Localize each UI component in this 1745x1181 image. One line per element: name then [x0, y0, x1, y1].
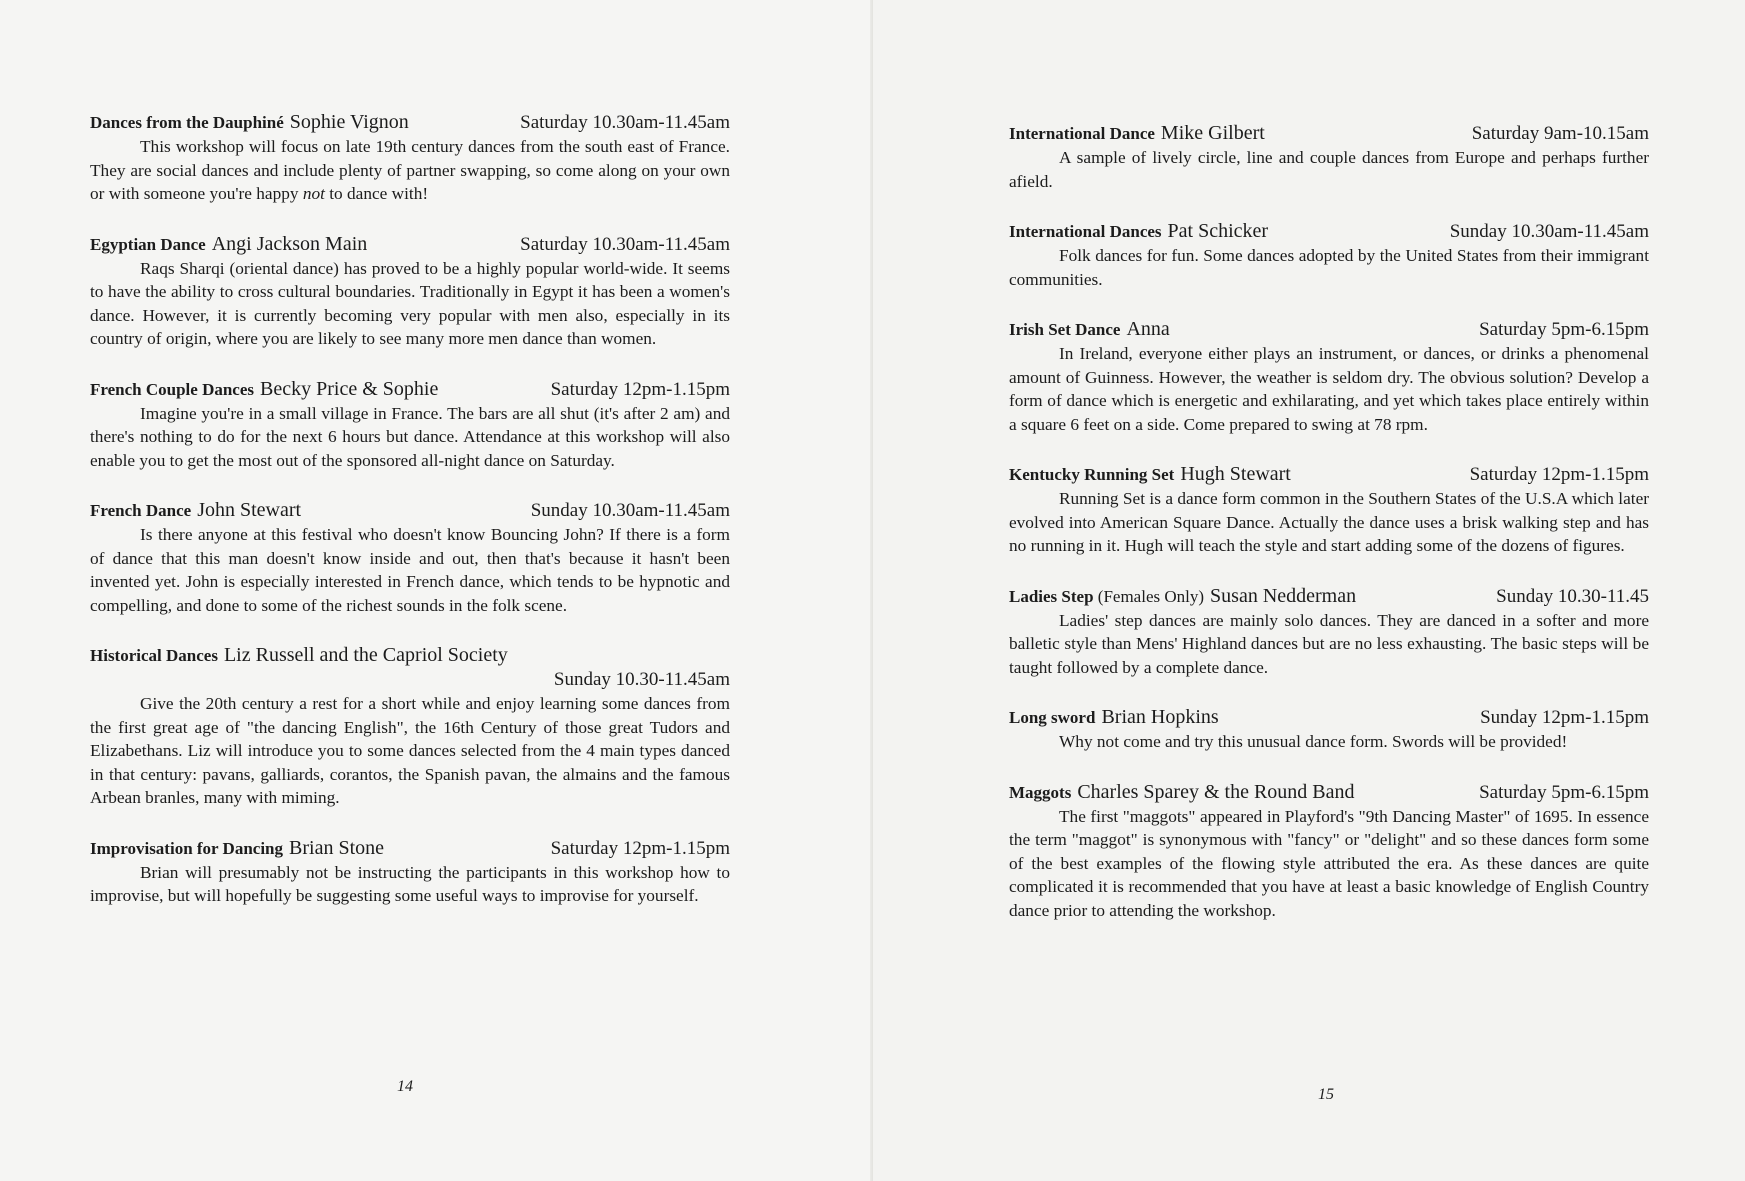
workshop-description: Folk dances for fun. Some dances adopted by the United States from their immigrant communities.: [1009, 246, 1649, 289]
entry-heading: [90, 836, 730, 861]
workshop-time: Saturday 12pm-1.15pm: [550, 837, 730, 859]
workshop-time: Saturday 5pm-6.15pm: [1479, 319, 1649, 340]
workshop-description: The first "maggots" appeared in Playford's "9th Dancing Master" of 1695. In essence the term "maggot" is synonymous with "fancy" or "delight" and so these dances form some of the best examples of the flowing style attributed the era. As these dances are quite complicated it is recommended that you have at least a basic knowledge of English Country dance prior to attending the workshop.: [1009, 806, 1649, 920]
workshop-description: A sample of lively circle, line and couple dances from Europe and perhaps further afield.: [1009, 148, 1649, 191]
workshop-leader: Brian Hopkins: [1101, 706, 1219, 728]
workshop-time: Saturday 9am-10.15am: [1471, 123, 1649, 144]
workshop-leader: Mike Gilbert: [1160, 122, 1265, 144]
entry-heading: [90, 498, 730, 523]
page-number: 14: [397, 1078, 413, 1095]
page-number: 15: [1318, 1086, 1334, 1103]
workshop-description: In Ireland, everyone either plays an instrument, or dances, or drinks a phenomenal amount of Guinness. However, the weather is seldom dry. The obvious solution? Develop a form of dance which is energetic and exhilarating, and yet which takes place entirely within a square 6 feet on a side. Come prepared to swing at 78 rpm.: [1009, 344, 1649, 434]
workshop-entry: [90, 110, 730, 206]
workshop-title: Historical Dances: [90, 646, 218, 665]
entry-heading: [90, 110, 730, 135]
workshop-entry: [90, 498, 730, 617]
workshop-title: Irish Set Dance: [1009, 320, 1121, 339]
workshop-description: Running Set is a dance form common in the Southern States of the U.S.A which later evolved into American Square Dance. Actually the dance uses a brisk walking step and has no running in it. Hugh will teach the style and start adding some of the dozens of figures.: [1009, 489, 1649, 555]
entry-heading: [1009, 462, 1649, 487]
workshop-entry: [1009, 462, 1649, 558]
workshop-entry: [90, 232, 730, 351]
right-page: [873, 0, 1745, 1181]
workshop-entry: [90, 377, 730, 473]
workshop-title-note: (Females Only): [1097, 586, 1205, 606]
workshop-entry: [1009, 584, 1649, 680]
workshop-leader: Susan Nedderman: [1210, 584, 1357, 607]
workshop-leader: Anna: [1126, 318, 1170, 340]
workshop-time: Saturday 5pm-6.15pm: [1479, 781, 1649, 803]
workshop-entry: [1009, 317, 1649, 436]
workshop-description: Give the 20th century a rest for a short while and enjoy learning some dances from the first great age of "the dancing English", the 16th Century of those great Tudors and Elizabethans. Liz will introduce you to some dances selected from the 4 main types danced in that century: pavans, galliards, corantos, the Spanish pavan, the almains and the famous Arbean branles, many with miming.: [90, 694, 730, 807]
workshop-entry: [1009, 121, 1649, 193]
workshop-leader: Liz Russell and the Capriol Society: [223, 644, 508, 666]
workshop-title: Maggots: [1009, 782, 1072, 802]
entry-heading: [1009, 317, 1649, 342]
workshop-title-text: Ladies Step: [1009, 586, 1094, 606]
workshop-entry: [1009, 219, 1649, 291]
workshop-description: Brian will presumably not be instructing the participants in this workshop how to improvise, but will hopefully be suggesting some useful ways to improvise for yourself.: [90, 862, 730, 905]
entry-heading: [1009, 584, 1649, 609]
workshop-time: Sunday 10.30am-11.45am: [530, 500, 730, 521]
workshop-time: Saturday 12pm-1.15pm: [550, 378, 730, 400]
workshop-leader: Brian Stone: [289, 836, 385, 859]
workshop-title: International Dance: [1009, 124, 1155, 143]
entry-heading: [1009, 121, 1649, 146]
workshop-title: [1009, 585, 1204, 609]
entry-heading: [90, 377, 730, 402]
workshop-time: Saturday 12pm-1.15pm: [1469, 464, 1649, 485]
entry-heading: [1009, 780, 1649, 805]
workshop-leader: John Stewart: [197, 499, 302, 521]
workshop-description: Imagine you're in a small village in France. The bars are all shut (it's after 2 am) and there's nothing to do for the next 6 hours but dance. Attendance at this workshop will also enable you to get the most out of the sponsored all-night dance on Saturday.: [90, 403, 730, 470]
workshop-title: French Couple Dances: [90, 379, 255, 399]
workshop-description: Ladies' step dances are mainly solo dances. They are danced in a softer and more balletic style than Mens' Highland dances but are no less exhausting. The basic steps will be taught followed by a complete dance.: [1009, 610, 1649, 677]
workshop-title: Long sword: [1009, 708, 1096, 727]
entry-heading: [90, 232, 730, 257]
workshop-time: Sunday 10.30am-11.45am: [1449, 221, 1649, 242]
workshop-time: Sunday 10.30-11.45am: [553, 669, 730, 690]
workshop-time: Sunday 10.30-11.45: [1496, 585, 1649, 607]
workshop-leader: Charles Sparey & the Round Band: [1077, 780, 1355, 803]
workshop-time: Sunday 12pm-1.15pm: [1480, 707, 1649, 728]
workshop-leader: Pat Schicker: [1167, 220, 1269, 242]
entry-heading: [1009, 705, 1649, 730]
right-page-content: [1009, 121, 1649, 948]
workshop-leader: Angi Jackson Main: [211, 232, 368, 255]
workshop-time: Saturday 10.30am-11.45am: [520, 112, 730, 133]
workshop-title: French Dance: [90, 501, 192, 520]
workshop-title: Egyptian Dance: [90, 234, 206, 254]
workshop-title: International Dances: [1009, 222, 1162, 241]
workshop-title: Improvisation for Dancing: [90, 838, 284, 858]
workshop-description: Why not come and try this unusual dance form. Swords will be provided!: [1059, 732, 1568, 751]
workshop-title: Dances from the Dauphiné: [90, 113, 284, 132]
description-text-end: to dance with!: [324, 184, 429, 203]
workshop-entry: [90, 836, 730, 908]
workshop-leader: Sophie Vignon: [289, 111, 409, 133]
workshop-leader: Becky Price & Sophie: [260, 377, 439, 400]
entry-heading: [1009, 219, 1649, 244]
workshop-title: Kentucky Running Set: [1009, 465, 1175, 484]
description-text: This workshop will focus on late 19th century dances from the south east of France. They are social dances and include plenty of partner swapping, so come along on your own or with someone you're happy: [90, 137, 730, 203]
workshop-description: Raqs Sharqi (oriental dance) has proved to be a highly popular world-wide. It seems to have the ability to cross cultural boundaries. Traditionally in Egypt it has been a women's dance. However, it is currently becoming very popular with men also, especially in its country of origin, where you are likely to see many more men dance than women.: [90, 258, 730, 348]
left-page-content: [90, 110, 730, 934]
workshop-entry: [1009, 780, 1649, 923]
workshop-leader: Hugh Stewart: [1180, 463, 1291, 485]
workshop-description: [90, 135, 730, 206]
workshop-description: Is there anyone at this festival who doesn't know Bouncing John? If there is a form of dance that this man doesn't know inside and out, then that's because it hasn't been invented yet. John is especially interested in French dance, which tends to be hypnotic and compelling, and done to some of the richest sounds in the folk scene.: [90, 525, 730, 615]
emphasis-text: not: [302, 184, 325, 203]
workshop-entry: [90, 643, 730, 810]
workshop-entry: [1009, 705, 1649, 754]
workshop-time: Saturday 10.30am-11.45am: [520, 233, 730, 255]
entry-heading: [90, 643, 730, 668]
